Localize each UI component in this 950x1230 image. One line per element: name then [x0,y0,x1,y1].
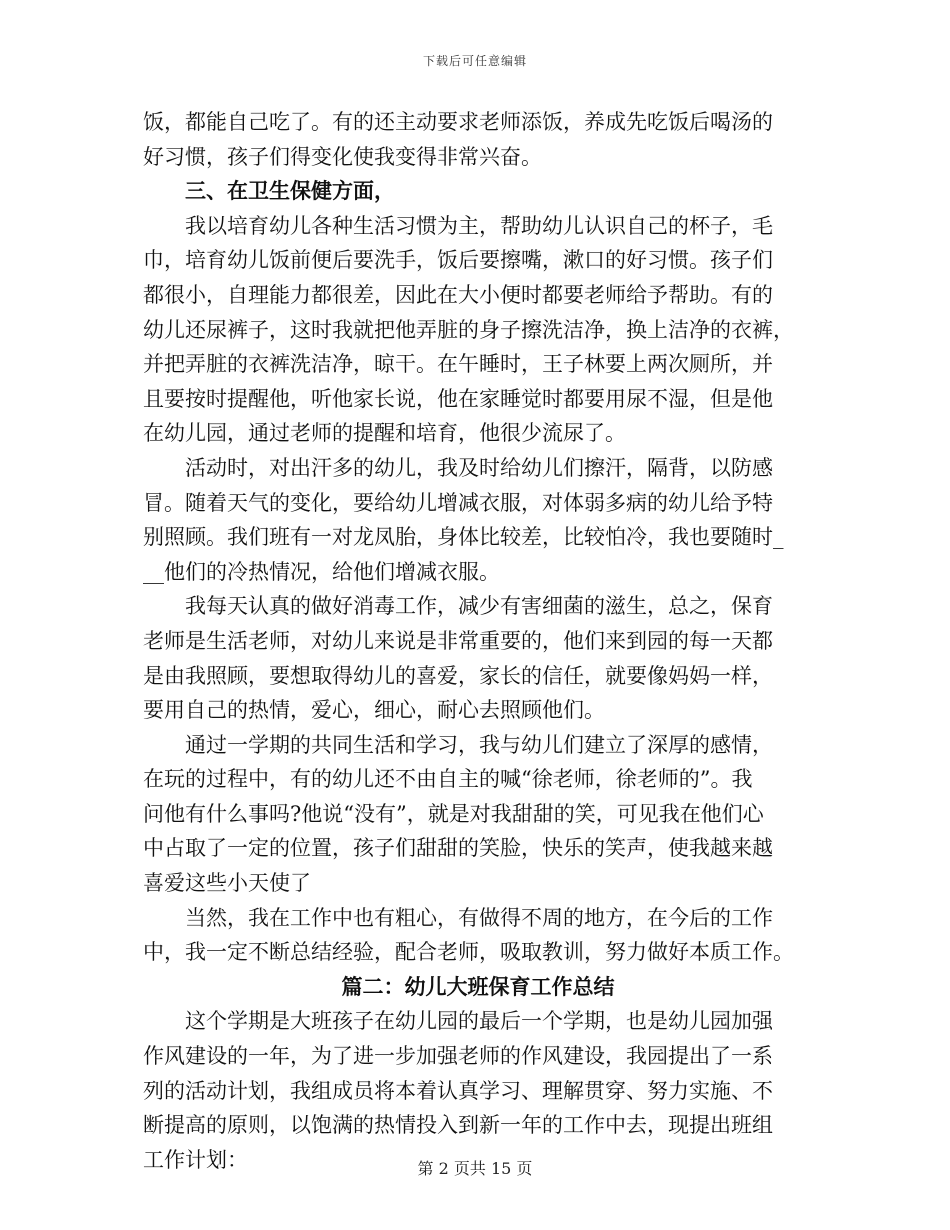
text-line: 喜爱这些小天使了 [143,871,311,896]
text-line: 我每天认真的做好消毒工作，减少有害细菌的滋生，总之，保育 [185,594,773,619]
article-title: 篇二：幼儿大班保育工作总结 [341,973,615,999]
text-line: 在玩的过程中，有的幼儿还不由自主的喊“徐老师，徐老师的”。我 [143,767,753,792]
text-line: 作风建设的一年，为了进一步加强老师的作风建设，我园提出了一系 [143,1044,773,1069]
text-line: 是由我照顾，要想取得幼儿的喜爱，家长的信任，就要像妈妈一样， [143,663,773,688]
text-line: 这个学期是大班孩子在幼儿园的最后一个学期，也是幼儿园加强 [185,1009,773,1034]
text-line: 中占取了一定的位置，孩子们甜甜的笑脸，快乐的笑声，使我越来越 [143,836,773,861]
text-line: 别照顾。我们班有一对龙凤胎，身体比较差，比较怕冷，我也要随时_ [143,525,784,550]
page-footer: 第 2 页共 15 页 [417,1159,533,1178]
text-line: 列的活动计划，我组成员将本着认真学习、理解贯穿、努力实施、不 [143,1078,773,1103]
text-line: 断提高的原则，以饱满的热情投入到新一年的工作中去，现提出班组 [143,1113,773,1138]
document-body [143,105,813,1177]
text-line: 工作计划： [143,1147,248,1172]
text-line: 要用自己的热情，爱心，细心，耐心去照顾他们。 [143,698,605,723]
text-line: 冒。随着天气的变化，要给幼儿增减衣服，对体弱多病的幼儿给予特 [143,490,773,515]
text-line: 当然，我在工作中也有粗心，有做得不周的地方，在今后的工作 [185,905,773,930]
text-line: __他们的冷热情况，给他们增减衣服。 [143,559,500,584]
section-heading: 三、在卫生保健方面， [185,178,395,204]
text-line: 都很小，自理能力都很差，因此在大小便时都要老师给予帮助。有的 [143,282,773,307]
text-line: 幼儿还尿裤子，这时我就把他弄脏的身子擦洗洁净，换上洁净的衣裤， [143,317,794,342]
text-line: 我以培育幼儿各种生活习惯为主，帮助幼儿认识自己的杯子，毛 [185,213,773,238]
text-line: 中，我一定不断总结经验，配合老师，吸取教训，努力做好本质工作。 [143,940,794,965]
text-line: 并把弄脏的衣裤洗洁净，晾干。在午睡时，王子林要上两次厕所，并 [143,352,773,377]
text-line: 在幼儿园，通过老师的提醒和培育，他很少流尿了。 [143,421,626,446]
text-line: 问他有什么事吗?他说“没有”，就是对我甜甜的笑，可见我在他们心 [143,801,764,826]
text-line: 好习惯，孩子们得变化使我变得非常兴奋。 [143,144,542,169]
text-line: 活动时，对出汗多的幼儿，我及时给幼儿们擦汗，隔背，以防感 [185,455,773,480]
text-line: 老师是生活老师，对幼儿来说是非常重要的，他们来到园的每一天都 [143,628,773,653]
text-line: 通过一学期的共同生活和学习，我与幼儿们建立了深厚的感情， [185,732,773,757]
page-header: 下载后可任意编辑 [422,54,527,68]
text-line: 饭，都能自己吃了。有的还主动要求老师添饭，养成先吃饭后喝汤的 [143,110,773,134]
text-line: 且要按时提醒他，听他家长说，他在家睡觉时都要用尿不湿，但是他 [143,386,773,411]
text-line: 巾，培育幼儿饭前便后要洗手，饭后要擦嘴，漱口的好习惯。孩子们 [143,248,773,273]
